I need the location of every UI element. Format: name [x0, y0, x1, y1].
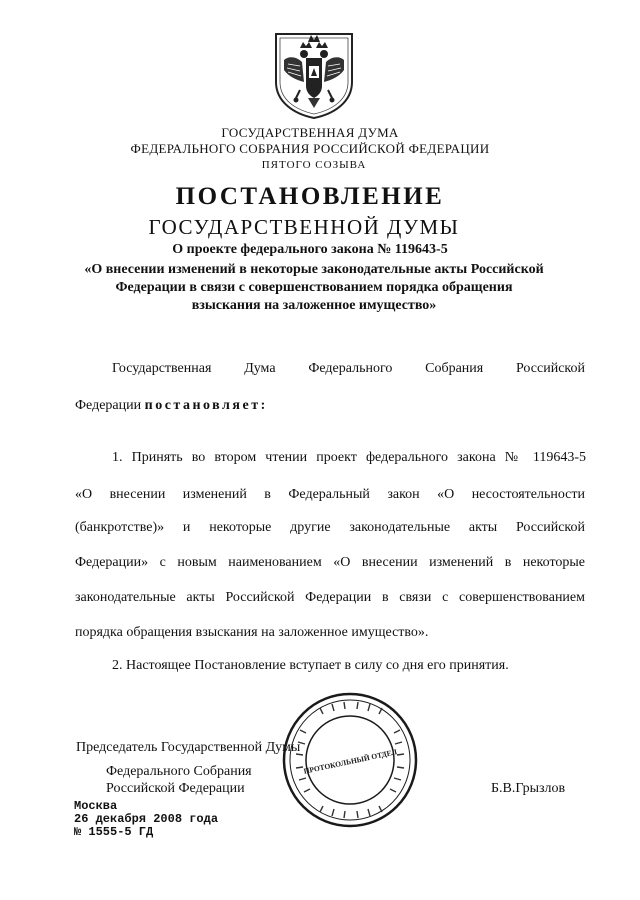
document-issuer-title: ГОСУДАРСТВЕННОЙ ДУМЫ: [148, 215, 460, 239]
official-stamp: [280, 690, 420, 830]
resolves-word: постановляет:: [144, 398, 268, 413]
document-date: 26 декабря 2008 года: [74, 812, 219, 826]
paragraph-1-line: порядка обращения взыскания на заложенное имущество».: [75, 625, 429, 640]
paragraph-1-line: «О внесении изменений в Федеральный закон «О несостоятельности: [75, 487, 585, 502]
paragraph-1-line: 1. Принять во втором чтении проект федерального закона № 119643-5: [112, 450, 586, 465]
paragraph-2: 2. Настоящее Постановление вступает в силу со дня его принятия.: [112, 658, 509, 673]
paragraph-1-line: Федерации» с новым наименованием «О внесении изменений в некоторые: [75, 555, 585, 570]
intro-text-line: Государственная Дума Федерального Собрания Российской: [112, 361, 585, 376]
coat-of-arms-icon: [270, 30, 358, 120]
signatory-title-line: Российской Федерации: [106, 781, 245, 796]
document-city: Москва: [74, 799, 118, 813]
subject-line: Федерации в связи с совершенствованием порядка обращения: [115, 280, 513, 295]
org-name-line1: ГОСУДАРСТВЕННАЯ ДУМА: [221, 125, 399, 140]
signatory-title-line: Председатель Государственной Думы: [76, 740, 301, 755]
intro-text-start: Федерации: [75, 398, 145, 413]
paragraph-1-line: законодательные акты Российской Федерации в связи с совершенствованием: [75, 590, 585, 605]
convocation-line: ПЯТОГО СОЗЫВА: [261, 159, 367, 171]
document-number: № 1555-5 ГД: [74, 825, 154, 839]
subject-line: взыскания на заложенное имущество»: [191, 298, 437, 313]
intro-text-line: [75, 398, 585, 414]
subject-line: «О внесении изменений в некоторые законодательные акты Российской: [84, 262, 544, 277]
signatory-title-line: Федерального Собрания: [106, 764, 252, 779]
subject-line: О проекте федерального закона № 119643-5: [172, 242, 448, 257]
paragraph-1-line: (банкротстве)» и некоторые другие законодательные акты Российской: [75, 520, 585, 535]
signatory-name: Б.В.Грызлов: [491, 781, 566, 796]
stamp-text: ПРОТОКОЛЬНЫЙ ОТДЕЛ: [302, 747, 398, 776]
org-name-line2: ФЕДЕРАЛЬНОГО СОБРАНИЯ РОССИЙСКОЙ ФЕДЕРАЦИИ: [130, 141, 490, 156]
document-type-title: ПОСТАНОВЛЕНИЕ: [175, 183, 445, 210]
